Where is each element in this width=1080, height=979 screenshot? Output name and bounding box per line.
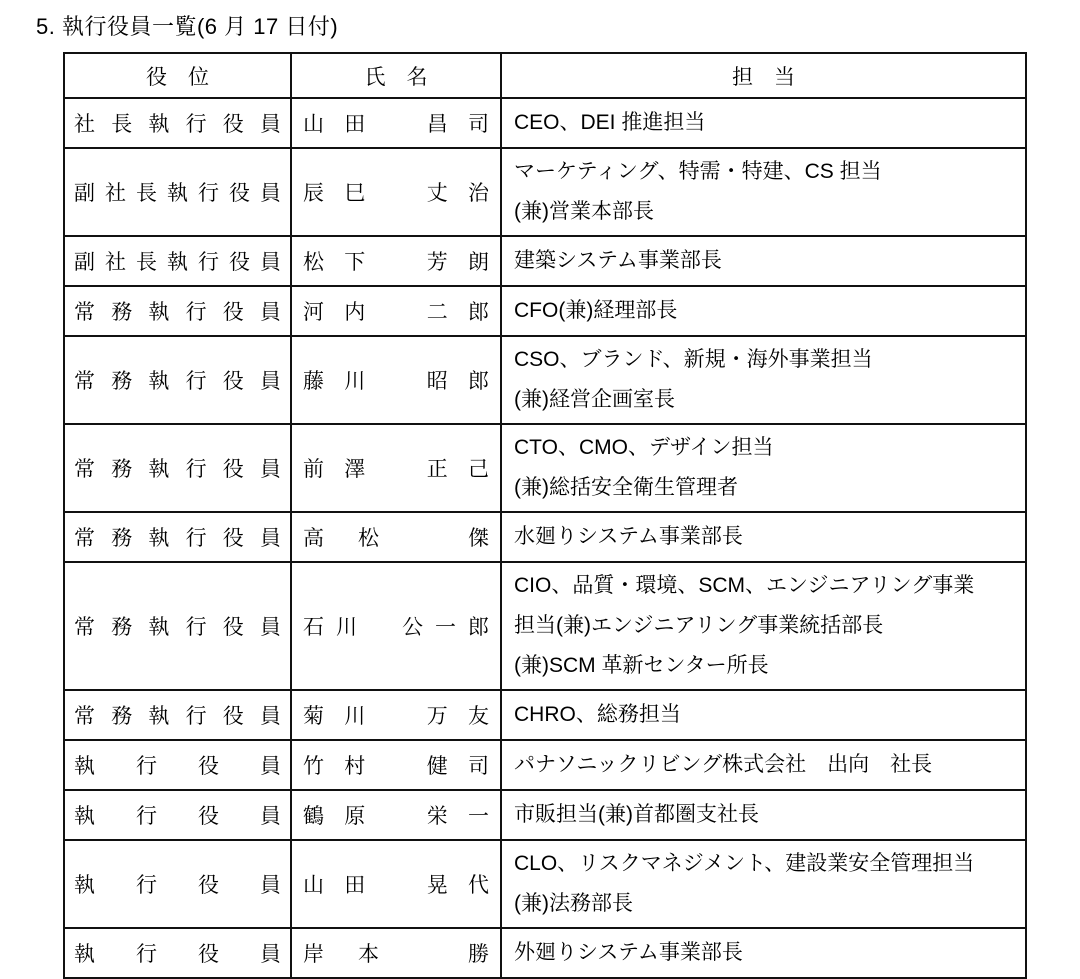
- position-cell: [64, 562, 291, 690]
- duty-line: 外廻りシステム事業部長: [514, 941, 743, 964]
- position-text: 執 行 役 員: [74, 805, 281, 828]
- officer-row: [64, 286, 1026, 336]
- duty-line: CHRO、総務担当: [514, 703, 681, 726]
- duty-cell: [501, 286, 1026, 336]
- name-cell: [291, 928, 501, 978]
- duty-line: 市販担当(兼)首都圏支社長: [514, 803, 759, 826]
- duty-cell: [501, 236, 1026, 286]
- header-duty: 担 当: [501, 53, 1026, 98]
- position-cell: [64, 98, 291, 148]
- duty-line: マーケティング、特需・特建、CS 担当: [514, 160, 882, 183]
- position-cell: [64, 740, 291, 790]
- officer-table: [63, 52, 1027, 979]
- officer-row: [64, 236, 1026, 286]
- position-text: 執 行 役 員: [74, 874, 281, 897]
- duty-cell: [501, 740, 1026, 790]
- duty-line: (兼)法務部長: [514, 892, 633, 915]
- name-cell: [291, 336, 501, 424]
- name-text: 高 松 傑: [303, 527, 489, 550]
- duty-line: CSO、ブランド、新規・海外事業担当: [514, 348, 873, 371]
- duty-line: (兼)総括安全衛生管理者: [514, 476, 738, 499]
- position-cell: [64, 236, 291, 286]
- duty-line: CEO、DEI 推進担当: [514, 111, 706, 134]
- position-cell: [64, 512, 291, 562]
- officer-row: [64, 512, 1026, 562]
- position-cell: [64, 148, 291, 236]
- officer-row: [64, 424, 1026, 512]
- position-cell: [64, 336, 291, 424]
- position-cell: [64, 790, 291, 840]
- name-cell: [291, 562, 501, 690]
- officer-row: [64, 562, 1026, 690]
- name-cell: [291, 690, 501, 740]
- duty-line: CFO(兼)経理部長: [514, 299, 678, 322]
- officer-row: [64, 98, 1026, 148]
- duty-cell: [501, 336, 1026, 424]
- duty-line: (兼)営業本部長: [514, 200, 654, 223]
- name-text: 山 田 昌 司: [303, 113, 489, 136]
- name-cell: [291, 148, 501, 236]
- position-cell: [64, 928, 291, 978]
- name-text: 竹 村 健 司: [303, 755, 489, 778]
- name-cell: [291, 424, 501, 512]
- name-cell: [291, 840, 501, 928]
- officer-table-body: [64, 98, 1026, 978]
- name-text: 前 澤 正 己: [303, 458, 489, 481]
- header-row: [64, 53, 1026, 98]
- position-cell: [64, 286, 291, 336]
- duty-cell: [501, 690, 1026, 740]
- position-text: 副 社 長 執 行 役 員: [74, 182, 281, 205]
- duty-line: 担当(兼)エンジニアリング事業統括部長: [514, 614, 884, 637]
- name-text: 山 田 晃 代: [303, 874, 489, 897]
- position-cell: [64, 424, 291, 512]
- officer-row: [64, 336, 1026, 424]
- duty-cell: [501, 562, 1026, 690]
- duty-cell: [501, 148, 1026, 236]
- position-text: 常 務 執 行 役 員: [74, 458, 281, 481]
- duty-cell: [501, 424, 1026, 512]
- position-cell: [64, 840, 291, 928]
- duty-line: CLO、リスクマネジメント、建設業安全管理担当: [514, 852, 975, 875]
- officer-row: [64, 790, 1026, 840]
- name-text: 岸 本 勝: [303, 943, 489, 966]
- position-text: 常 務 執 行 役 員: [74, 301, 281, 324]
- name-text: 辰 巳 丈 治: [303, 182, 489, 205]
- officer-row: [64, 928, 1026, 978]
- name-text: 石 川 公 一 郎: [303, 616, 489, 639]
- duty-cell: [501, 840, 1026, 928]
- duty-cell: [501, 790, 1026, 840]
- duty-line: (兼)経営企画室長: [514, 388, 675, 411]
- duty-line: CIO、品質・環境、SCM、エンジニアリング事業: [514, 574, 975, 597]
- position-text: 常 務 執 行 役 員: [74, 705, 281, 728]
- duty-cell: [501, 512, 1026, 562]
- position-text: 社 長 執 行 役 員: [74, 113, 281, 136]
- position-cell: [64, 690, 291, 740]
- duty-line: 水廻りシステム事業部長: [514, 525, 743, 548]
- name-cell: [291, 236, 501, 286]
- position-text: 執 行 役 員: [74, 755, 281, 778]
- name-text: 河 内 二 郎: [303, 301, 489, 324]
- header-position: 役 位: [64, 53, 291, 98]
- duty-cell: [501, 98, 1026, 148]
- name-cell: [291, 512, 501, 562]
- position-text: 副 社 長 執 行 役 員: [74, 251, 281, 274]
- officer-row: [64, 740, 1026, 790]
- name-text: 菊 川 万 友: [303, 705, 489, 728]
- position-text: 執 行 役 員: [74, 943, 281, 966]
- duty-line: CTO、CMO、デザイン担当: [514, 436, 774, 459]
- name-cell: [291, 740, 501, 790]
- officer-row: [64, 690, 1026, 740]
- duty-line: 建築システム事業部長: [514, 249, 722, 272]
- page-title: 5. 執行役員一覧(6 月 17 日付): [36, 14, 339, 39]
- name-text: 藤 川 昭 郎: [303, 370, 489, 393]
- officer-row: [64, 840, 1026, 928]
- name-cell: [291, 790, 501, 840]
- name-cell: [291, 286, 501, 336]
- position-text: 常 務 執 行 役 員: [74, 527, 281, 550]
- duty-cell: [501, 928, 1026, 978]
- duty-line: パナソニックリビング株式会社 出向 社長: [514, 753, 933, 776]
- position-text: 常 務 執 行 役 員: [74, 370, 281, 393]
- position-text: 常 務 執 行 役 員: [74, 616, 281, 639]
- officer-row: [64, 148, 1026, 236]
- name-text: 松 下 芳 朗: [303, 251, 489, 274]
- name-cell: [291, 98, 501, 148]
- header-name: 氏 名: [291, 53, 501, 98]
- duty-line: (兼)SCM 革新センター所長: [514, 654, 769, 677]
- name-text: 鶴 原 栄 一: [303, 805, 489, 828]
